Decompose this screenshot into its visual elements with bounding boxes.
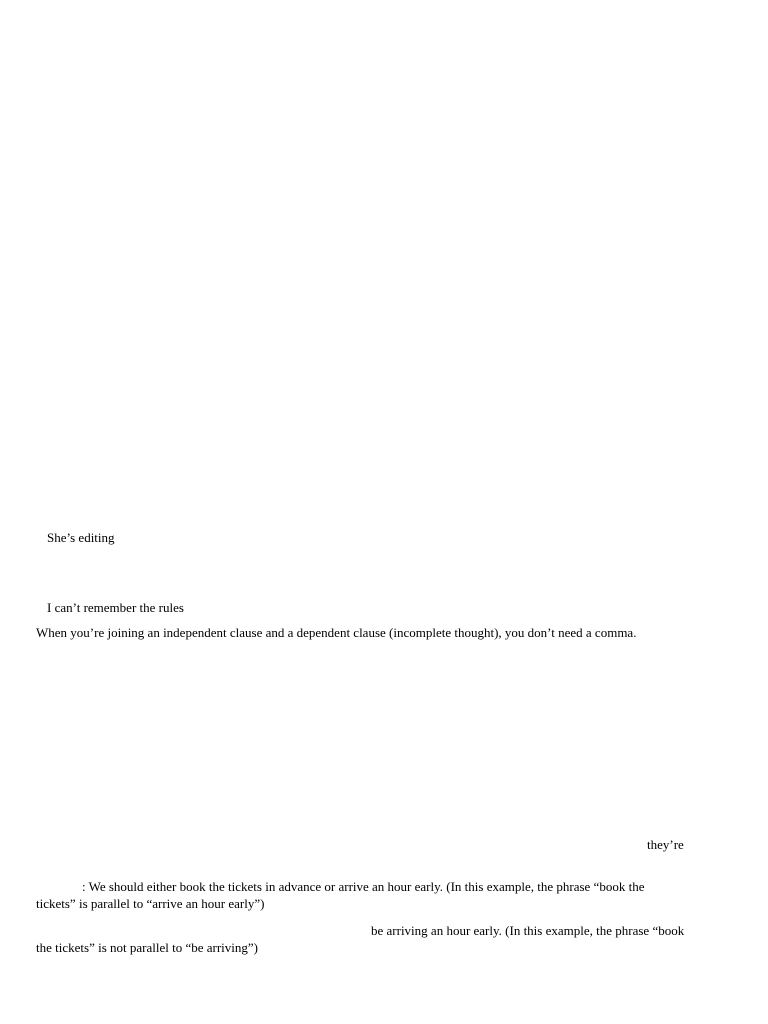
word-theyre: they’re bbox=[647, 837, 684, 852]
parallel-example-line-2: tickets” is parallel to “arrive an hour early”) bbox=[36, 896, 265, 911]
example-text-shes-editing: She’s editing bbox=[47, 530, 115, 545]
nonparallel-example-line-1: be arriving an hour early. (In this example, the phrase “book bbox=[371, 923, 685, 938]
example-text-cant-remember: I can’t remember the rules bbox=[47, 600, 184, 615]
parallel-example-line-1: : We should either book the tickets in advance or arrive an hour early. (In this example, the phrase “book the bbox=[82, 879, 645, 894]
nonparallel-example-line-2: the tickets” is not parallel to “be arriving”) bbox=[36, 940, 258, 955]
comma-rule-paragraph: When you’re joining an independent clause and a dependent clause (incomplete thought), you don’t need a comma. bbox=[36, 625, 637, 640]
